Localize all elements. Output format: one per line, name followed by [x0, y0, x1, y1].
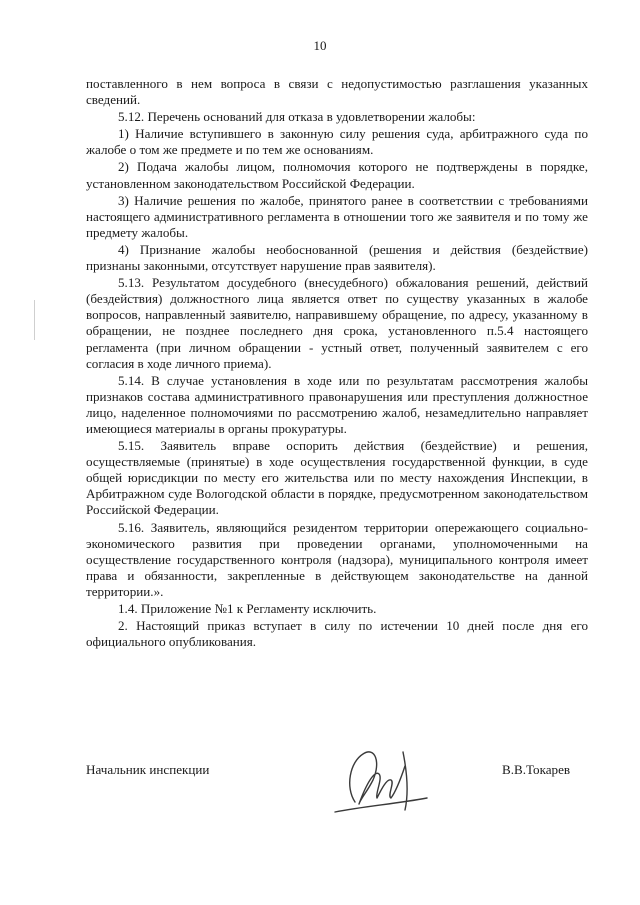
paragraph-item-3: 3) Наличие решения по жалобе, принятого ранее в соответствии с требованиями настоящего административного регламента в отношении того же заявителя и по тому же предмету жалобы.: [86, 192, 588, 240]
signatory-name: В.В.Токарев: [502, 762, 571, 777]
paragraph-5-12: 5.12. Перечень оснований для отказа в удовлетворении жалобы:: [118, 109, 476, 125]
paragraph-5-14: 5.14. В случае установления в ходе или по результатам рассмотрения жалобы признаков состава административного правонарушения или преступления должностное лицо, наделенное полномочиями по рассмотрению жалоб, незамедлительно направляет имеющиеся материалы в органы прокуратуры.: [86, 372, 588, 436]
page-number: 10: [313, 38, 327, 53]
paragraph-item-2: 2) Подача жалобы лицом, полномочия которого не подтверждены в порядке, установленном законодательством Российской Федерации.: [86, 159, 588, 191]
paragraph-2: 2. Настоящий приказ вступает в силу по истечении 10 дней после дня его официального опубликования.: [86, 618, 588, 650]
margin-mark: [34, 300, 35, 340]
signatory-position: Начальник инспекции: [86, 762, 210, 777]
paragraph-1-4: 1.4. Приложение №1 к Регламенту исключить.: [118, 601, 377, 616]
paragraph-continuation: поставленного в нем вопроса в связи с недопустимостью разглашения указанных сведений.: [86, 76, 588, 108]
paragraph-5-13: 5.13. Результатом досудебного (внесудебного) обжалования решений, действий (бездействия) должностного лица является ответ по существу указанных в жалобе вопросов, направленный заявителю, направившему обращение, по адресу, указанному в обращении, не позднее последнего дня срока, установленного п.5.4 настоящего регламента (при личном обращении - устный ответ, полученный заявителем с его согласия в ходе личного приема).: [86, 275, 588, 371]
document-body: [86, 76, 588, 651]
paragraph-5-15: 5.15. Заявитель вправе оспорить действия (бездействие) и решения, осуществляемые (принятые) в ходе осуществления государственной функции, в суде общей юрисдикции по месту его жительства или по месту нахождения Инспекции, в Арбитражном суде Вологодской области в порядке, предусмотренном законодательством Российской Федерации.: [86, 438, 588, 518]
handwritten-signature: [315, 732, 435, 822]
paragraph-item-1: 1) Наличие вступившего в законную силу решения суда, арбитражного суда по жалобе о том же предмете и по тем же основаниям.: [86, 126, 588, 158]
paragraph-item-4: 4) Признание жалобы необоснованной (решения и действия (бездействие) признаны законными, отсутствует нарушение прав заявителя).: [86, 241, 588, 274]
paragraph-5-16: 5.16. Заявитель, являющийся резидентом территории опережающего социально-экономического развития при проведении органами, уполномоченными на осуществление государственного контроля (надзора), муниципального контроля имеет права и обязанности, закрепленные в действующем законодательстве на данной территории.».: [86, 519, 588, 599]
